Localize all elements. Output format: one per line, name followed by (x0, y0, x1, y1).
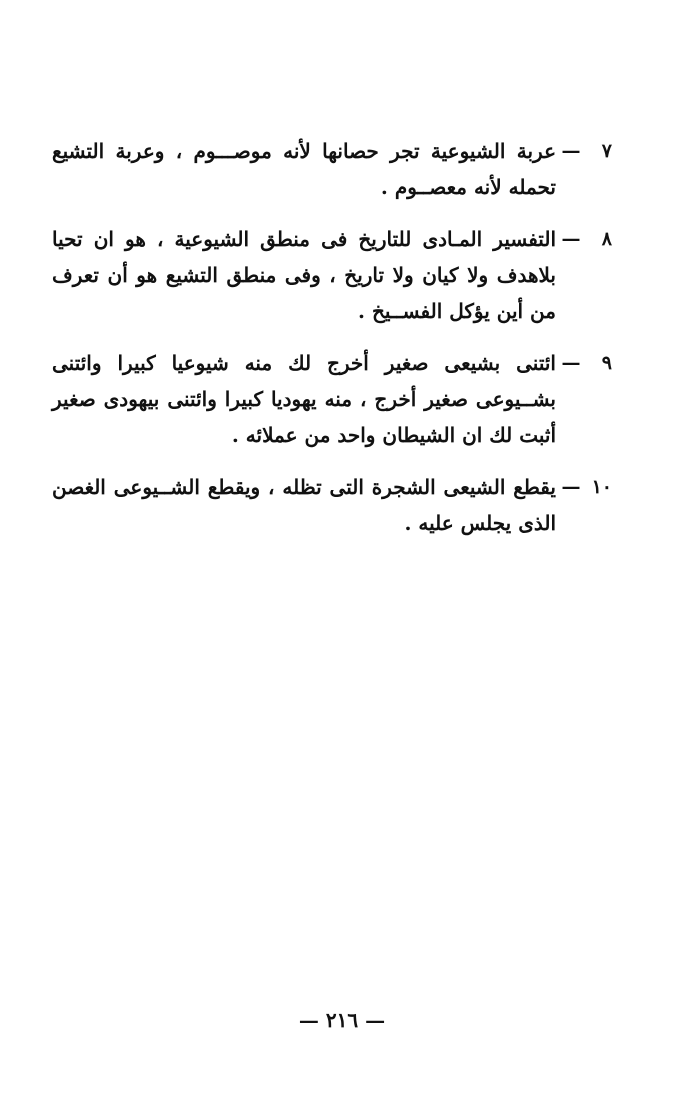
item-dash: — (561, 228, 581, 250)
item-number: ٧ (601, 140, 612, 162)
item-number: ١٠ (591, 476, 612, 498)
list-item (52, 345, 612, 453)
numbered-list (52, 133, 612, 557)
list-item (52, 221, 612, 329)
page-number: — ٢١٦ — (298, 1008, 386, 1032)
item-number: ٩ (601, 352, 612, 374)
item-dash: — (561, 140, 581, 162)
item-text: يقطع الشيعى الشجرة التى تظله ، ويقطع الشــيوعى الغصن الذى يجلس عليه . (52, 475, 556, 535)
item-dash: — (561, 476, 581, 498)
item-text: ائتنى بشيعى صغير أخرج لك منه شيوعيا كبيرا وائتنى بشــيوعى صغير أخرج ، منه يهوديا كبيرا وائتنى بيهودى صغير أثبت لك ان الشيطان واحد من عملائه . (52, 351, 556, 447)
item-text: التفسير المـادى للتاريخ فى منطق الشيوعية ، هو ان تحيا بلاهدف ولا كيان ولا تاريخ ، وفى منطق التشيع هو أن تعرف من أين يؤكل الفســيخ . (52, 227, 556, 323)
list-item (52, 133, 612, 205)
list-item (52, 469, 612, 541)
item-dash: — (561, 352, 581, 374)
item-text: عربة الشيوعية تجر حصانها لأنه موصـــوم ، وعربة التشيع تحمله لأنه معصــوم . (52, 139, 556, 199)
item-number: ٨ (601, 228, 612, 250)
